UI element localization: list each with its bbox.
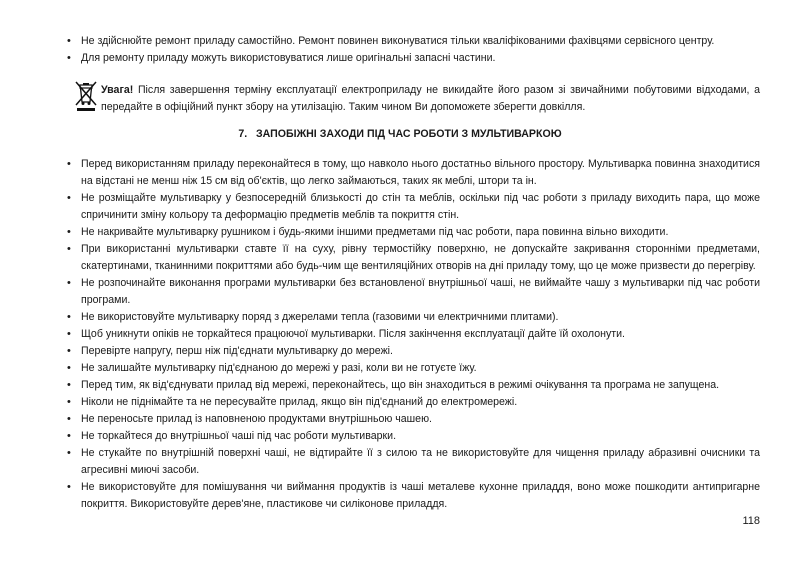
list-item: • Для ремонту приладу можуть використовуватися лише оригінальні запасні частини.: [67, 50, 760, 67]
section-title: 7. ЗАПОБІЖНІ ЗАХОДИ ПІД ЧАС РОБОТИ З МУЛЬТИВАРКОЮ: [238, 128, 562, 140]
warning-body: Після завершення терміну експлуатації електроприладу не викидайте його разом зі звичайними побутовими відходами, а передайте в офіційний пункт збору на утилізацію. Таким чином Ви допоможете зберегти довкілля.: [101, 84, 760, 113]
list-item: • Не розпочинайте виконання програми мультиварки без встановленої внутрішньої чаші, не виймайте чашу з мультиварки під час роботи програми.: [67, 275, 760, 309]
warning-label: Увага!: [101, 84, 134, 96]
list-item: • Ніколи не піднімайте та не пересувайте прилад, якщо він під'єднаний до електромережі.: [67, 394, 760, 411]
list-item: • Не накривайте мультиварку рушником і будь-якими іншими предметами під час роботи, пара повинна вільно виходити.: [67, 224, 760, 241]
list-item: • Не торкайтеся до внутрішньої чаші під час роботи мультиварки.: [67, 428, 760, 445]
top-bullet-list: [67, 33, 760, 67]
list-item: • Не розміщайте мультиварку у безпосередній близькості до стін та меблів, оскільки під час роботи з приладу виходить пара, що може спричинити зміну кольору та деформацію предметів меблів та покриття стін.: [67, 190, 760, 224]
warning-text: [101, 82, 760, 116]
list-item: • Перед використанням приладу переконайтеся в тому, що навколо нього достатньо вільного простору. Мультиварка повинна знаходитися на відстані не менш ніж 15 см від об'єктів, що легко займаються, таких як меблі, штори та ін.: [67, 156, 760, 190]
list-item: • Не здійснюйте ремонт приладу самостійно. Ремонт повинен виконуватися тільки кваліфікованими фахівцями сервісного центру.: [67, 33, 760, 50]
list-item: • Щоб уникнути опіків не торкайтеся працюючої мультиварки. Після закінчення експлуатації дайте їй охолонути.: [67, 326, 760, 343]
precautions-list: [67, 156, 760, 513]
crossed-out-wheelie-bin-icon: [74, 80, 98, 112]
list-item: • Перевірте напругу, перш ніж під'єднати мультиварку до мережі.: [67, 343, 760, 360]
list-item: • Не залишайте мультиварку під'єднаною до мережі у разі, коли ви не готуєте їжу.: [67, 360, 760, 377]
page-number: 118: [742, 515, 760, 527]
list-item: • Не стукайте по внутрішній поверхні чаші, не відтирайте її з силою та не використовуйте для чищення приладу абразивні очисники та агресивні миючі засоби.: [67, 445, 760, 479]
disposal-warning: [74, 80, 760, 116]
list-item: • При використанні мультиварки ставте її на суху, рівну термостійку поверхню, не допускайте закривання сторонніми предметами, скатертинами, тканинними покриттями або будь-чим ще вентиляційних отворів на дні приладу тому, що це може призвести до перегріву.: [67, 241, 760, 275]
list-item: • Не переносьте прилад із наповненою продуктами внутрішньою чашею.: [67, 411, 760, 428]
list-item: • Не використовуйте для помішування чи виймання продуктів із чаші металеве кухонне приладдя, воно може пошкодити антипригарне покриття. Використовуйте дерев'яне, пластикове чи силіконове приладдя.: [67, 479, 760, 513]
list-item: • Не використовуйте мультиварку поряд з джерелами тепла (газовими чи електричними плитами).: [67, 309, 760, 326]
list-item: • Перед тим, як від'єднувати прилад від мережі, переконайтесь, що він знаходиться в режимі очікування та програма не запущена.: [67, 377, 760, 394]
